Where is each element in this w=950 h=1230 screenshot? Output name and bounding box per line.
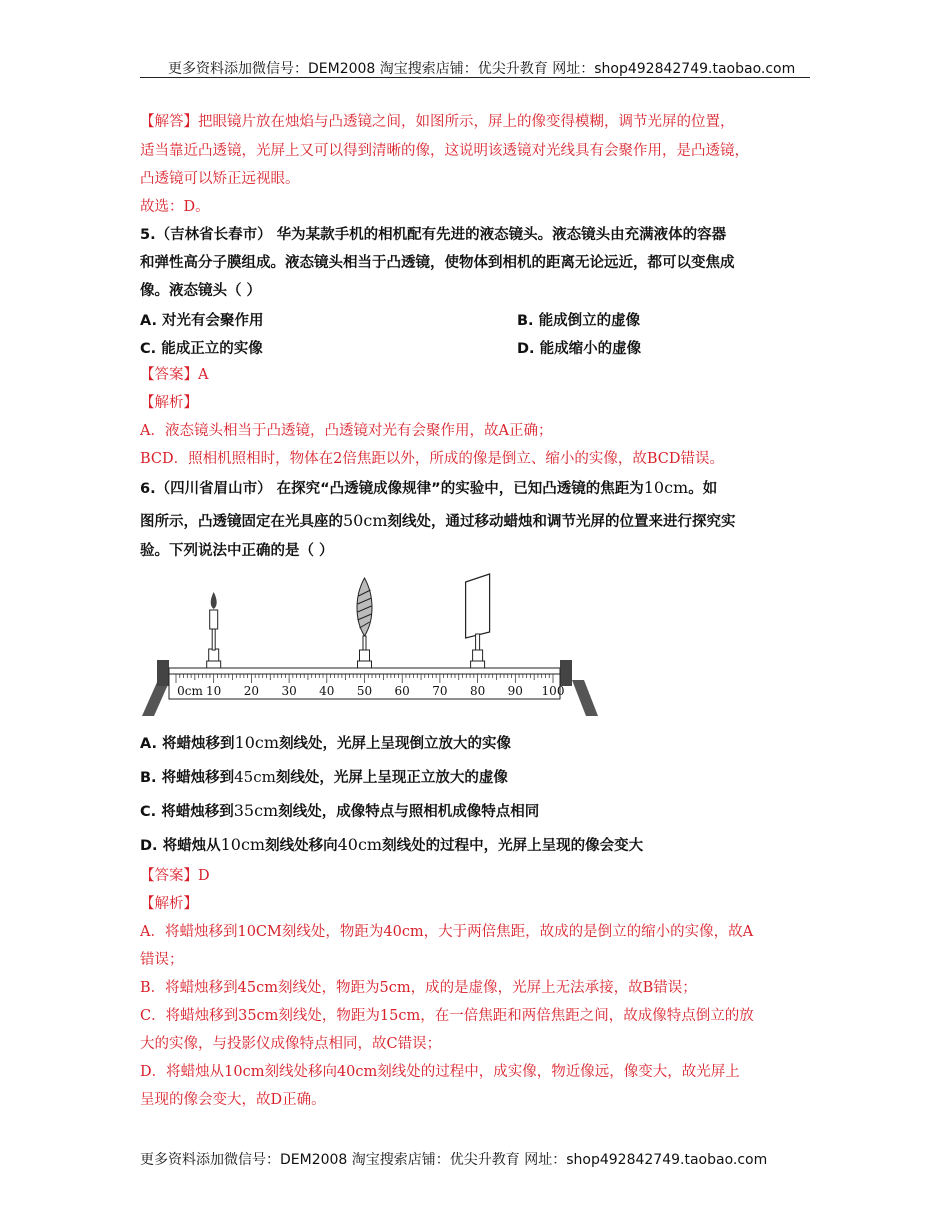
q6-option-d-text: 刻线处的过程中，光屏上呈现的像会变大 [382, 838, 644, 854]
q6-option-a-pre: A. 将蜡烛移到 [140, 736, 235, 752]
q6-analysis-line-5: 大的实像，与投影仪成像特点相同，故C错误； [140, 1036, 442, 1052]
q6-analysis-title: 【解析】 [140, 896, 198, 912]
prev-answer-line-3: 凸透镜可以矫正远视眼。 [140, 171, 300, 187]
q6-stem-line-2 [140, 511, 736, 532]
q6-option-b-text: 刻线处，光屏上呈现正立放大的虚像 [275, 770, 508, 786]
q5-analysis-line-1: A．液态镜头相当于凸透镜，凸透镜对光有会聚作用，故A正确； [140, 423, 553, 439]
q5-analysis-title: 【解析】 [140, 395, 198, 411]
q6-option-d-mid: 刻线处移向 [265, 838, 338, 854]
q5-stem-line-1: 5.（吉林省长春市） 华为某款手机的相机配有先进的液态镜头。液态镜头由充满液体的容器 [140, 227, 727, 243]
candle-flame [211, 592, 217, 609]
q6-option-c-text: 刻线处，成像特点与照相机成像特点相同 [278, 804, 540, 820]
q5-stem-line-2: 和弹性高分子膜组成。液态镜头相当于凸透镜，使物体到相机的距离无论远近，都可以变焦成 [140, 255, 735, 271]
scale-tick-label: 20 [243, 684, 260, 698]
q6-analysis-line-1: A．将蜡烛移到10CM刻线处，物距为40cm，大于两倍焦距，故成的是倒立的缩小的实像，故A [140, 924, 754, 940]
scale-tick-label: 40 [319, 684, 335, 698]
q5-answer: 【答案】A [140, 367, 209, 383]
scale-tick-label: 0cm [177, 684, 203, 698]
q6-option-c-value: 35cm [233, 801, 279, 820]
q6-analysis-line-3: B．将蜡烛移到45cm刻线处，物距为5cm，成的是虚像，光屏上无法承接，故B错误； [140, 980, 697, 996]
page-header: 更多资料添加微信号：DEM2008 淘宝搜索店铺：优尖升教育 网址：shop492842749.taobao.com [168, 61, 796, 77]
q6-option-c-pre: C. 将蜡烛移到 [140, 804, 234, 820]
q5-stem-line-3: 像。液态镜头（ ） [140, 283, 262, 299]
q6-option-a [140, 733, 511, 754]
q6-option-d [140, 835, 643, 856]
q6-option-d-pre: D. 将蜡烛从 [140, 838, 221, 854]
candle [207, 592, 221, 668]
right-leg [572, 680, 598, 716]
scale-tick-label: 60 [394, 684, 410, 698]
right-end-block [560, 660, 572, 686]
prev-choice: 故选：D。 [140, 199, 210, 215]
q6-option-b-value: 45cm [234, 768, 276, 786]
q6-option-d-value-1: 10cm [220, 835, 266, 854]
q6-stem-1c: 。如 [688, 481, 718, 497]
q5-option-d: D. 能成缩小的虚像 [517, 341, 642, 357]
header-divider [140, 77, 810, 78]
page-footer: 更多资料添加微信号：DEM2008 淘宝搜索店铺：优尖升教育 网址：shop492842749.taobao.com [140, 1152, 768, 1168]
q6-stem-line-1 [140, 478, 717, 499]
q6-stem-2a: 图所示，凸透镜固定在光具座的 [140, 514, 343, 530]
q6-stem-line-3: 验。下列说法中正确的是（ ） [140, 543, 334, 559]
q6-stem-1a: 6.（四川省眉山市） 在探究“凸透镜成像规律”的实验中，已知凸透镜的焦距为 [140, 481, 644, 497]
screen-panel [466, 574, 490, 638]
convex-lens [357, 578, 372, 668]
prev-answer-line-1: 【解答】把眼镜片放在烛焰与凸透镜之间，如图所示，屏上的像变得模糊，调节光屏的位置， [140, 114, 735, 130]
q6-answer: 【答案】D [140, 868, 210, 884]
q6-option-a-value: 10cm [234, 733, 280, 752]
q6-analysis-line-6: D．将蜡烛从10cm刻线处移向40cm刻线处的过程中，成实像，物近像远，像变大，故光屏上 [140, 1064, 740, 1080]
q6-option-a-text: 刻线处，光屏上呈现倒立放大的实像 [279, 736, 512, 752]
optical-bench-figure [140, 568, 600, 718]
q5-analysis-line-2: BCD．照相机照相时，物体在2倍焦距以外，所成的像是倒立、缩小的实像，故BCD错误。 [140, 451, 725, 467]
scale-tick-label: 90 [507, 684, 523, 698]
scale-tick-label: 80 [469, 684, 486, 698]
q6-option-d-value-2: 40cm [337, 835, 383, 854]
scale-tick-label: 10 [206, 684, 222, 698]
prev-answer-line-2: 适当靠近凸透镜，光屏上又可以得到清晰的像，这说明该透镜对光线具有会聚作用，是凸透镜， [140, 143, 749, 159]
q6-option-b-pre: B. 将蜡烛移到 [140, 770, 235, 786]
q6-stem-2c: 刻线处，通过移动蜡烛和调节光屏的位置来进行探究实 [387, 514, 736, 530]
scale-tick-label: 50 [356, 684, 373, 698]
q5-option-b: B. 能成倒立的虚像 [517, 313, 641, 329]
scale-tick-label: 70 [432, 684, 448, 698]
q6-analysis-line-2: 错误； [140, 952, 184, 968]
scale-tick-label: 100 [541, 684, 565, 698]
q5-option-c: C. 能成正立的实像 [140, 341, 263, 357]
q6-focal-length: 10cm [643, 478, 689, 497]
left-end-block [157, 660, 169, 686]
scale-tick-label: 30 [281, 684, 297, 698]
q6-option-c [140, 801, 539, 822]
q6-analysis-line-7: 呈现的像会变大，故D正确。 [140, 1092, 326, 1108]
light-screen [466, 574, 490, 668]
bench-rail-top [169, 668, 560, 674]
q6-option-b [140, 767, 508, 788]
q6-analysis-line-4: C．将蜡烛移到35cm刻线处，物距为15cm，在一倍焦距和两倍焦距之间，故成像特点倒立的放 [140, 1008, 754, 1024]
q6-lens-position: 50cm [343, 511, 388, 530]
q5-option-a: A. 对光有会聚作用 [140, 313, 264, 329]
